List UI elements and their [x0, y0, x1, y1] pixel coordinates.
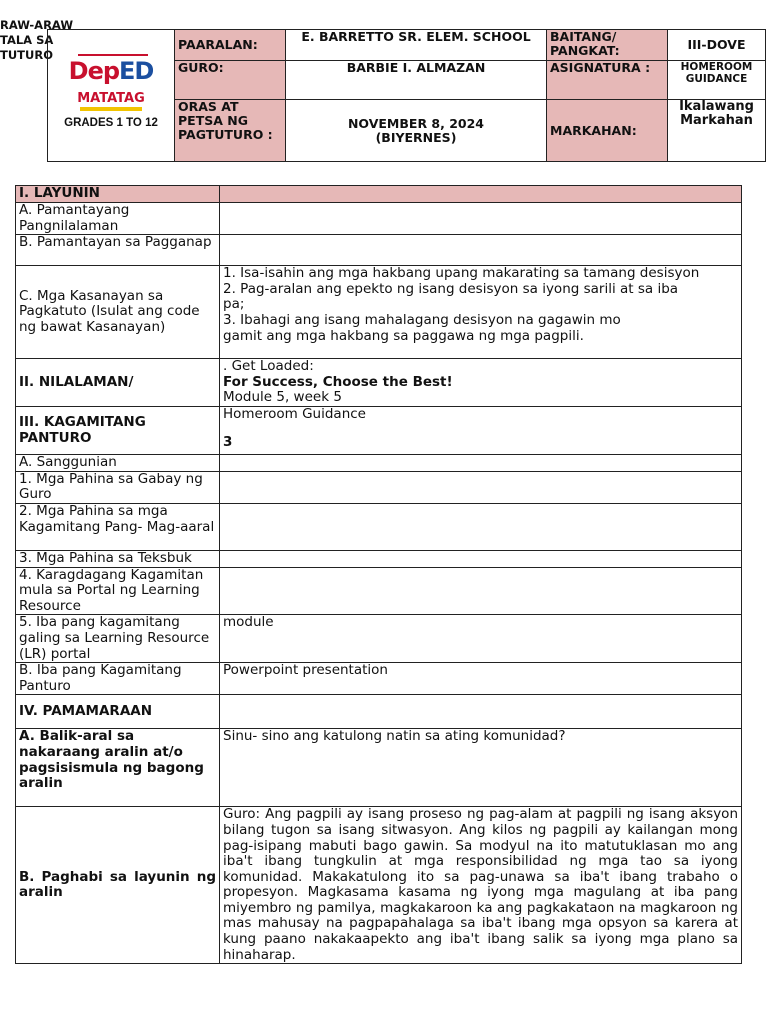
oras-date: NOVEMBER 8, 2024	[347, 115, 485, 131]
paghabi-text: Sa modyul na ito matutuklasan mo ang iba't ibang tungkulin at mga responsibilidad ng mga tao sa iyong komunidad. Makakatulong ito sa pag-unawa sa iba't ibang trabaho o propesyon. Magkasama kasama ng iyong mga magulang at iba pang miyembro ng pamilya, magkakaroon ka ang pagkakataon na magkaroon ng mas mahusay na pagpapahalaga sa iba't ibang mga opsyon sa karera at kung paano nakakaapekto ang iba't ibang salik sa iyong mga plano sa hinaharap.	[223, 837, 739, 963]
markahan-label: MARKAHAN:	[547, 100, 668, 162]
matatag-wordmark: MATATAG	[77, 90, 145, 106]
matatag-tagline-bar	[80, 107, 142, 111]
markahan-value: Ikalawang Markahan	[668, 100, 766, 162]
baitang-label: BAITANG/ PANGKAT:	[547, 30, 668, 61]
nilalaman-line: . Get Loaded:	[223, 358, 314, 375]
nilalaman-line: Module 5, week 5	[223, 389, 342, 406]
iba-lr-value: module	[220, 615, 742, 663]
iba-kagamitan-label: B. Iba pang Kagamitang Panturo	[16, 663, 220, 695]
pamantayang-pangnilalaman-label: A. Pamantayang Pangnilalaman	[16, 203, 220, 235]
corner-title	[0, 18, 74, 63]
oras-label: ORAS AT PETSA NG PAGTUTURO :	[175, 100, 286, 162]
nilalaman-heading: II. NILALAMAN/	[16, 359, 220, 407]
oras-value	[286, 100, 547, 162]
paghabi-text: Guro: Ang pagpili ay isang proseso ng pag-alam at pagpili ng isang aksyon bilang tugon sa isang sitwasyon. Ang kilos ng pagpili ay kailangan mong pag-isipang mabuti bago gawin.	[223, 806, 738, 854]
corner-line: TUTURO	[0, 48, 53, 62]
asignatura-value: HOMEROOM GUIDANCE	[668, 61, 766, 100]
grades-label: GRADES 1 TO 12	[64, 116, 158, 129]
iba-lr-label: 5. Iba pang kagamitang galing sa Learning Resource (LR) portal	[16, 615, 220, 663]
corner-line: RAW-ARAW	[0, 18, 74, 32]
balik-aral-label: A. Balik-aral sa nakaraang aralin at/o pagsisismula ng bagong aralin	[16, 729, 220, 807]
kasanayan-item: 1. Isa-isahin ang mga hakbang upang makarating sa tamang desisyon	[223, 265, 700, 282]
kasanayan-item: 2. Pag-aralan ang epekto ng isang desisyon sa iyong sarili at sa iba pa;	[223, 280, 679, 313]
portal-value	[220, 567, 742, 615]
gabay-guro-value	[220, 471, 742, 503]
kasanayan-value	[220, 266, 742, 359]
kasanayan-label: C. Mga Kasanayan sa Pagkatuto (Isulat ang code ng bawat Kasanayan)	[16, 266, 220, 359]
iba-kagamitan-value: Powerpoint presentation	[220, 663, 742, 695]
teksbuk-label: 3. Mga Pahina sa Teksbuk	[16, 550, 220, 567]
paghabi-label: B. Paghabi sa layunin ng aralin	[16, 807, 220, 964]
balik-aral-value: Sinu- sino ang katulong natin sa ating komunidad?	[220, 729, 742, 807]
layunin-value	[220, 186, 742, 203]
guro-value: BARBIE I. ALMAZAN	[286, 61, 547, 100]
kagamitan-number: 3	[223, 433, 233, 450]
guro-label: GURO:	[175, 61, 286, 100]
nilalaman-title: For Success, Choose the Best!	[223, 373, 453, 390]
corner-line: TALA SA	[0, 33, 54, 47]
paghabi-value	[220, 807, 742, 964]
lesson-plan-table	[15, 185, 742, 964]
sanggunian-label: A. Sanggunian	[16, 455, 220, 472]
pamantayang-pangnilalaman-value	[220, 203, 742, 235]
portal-label: 4. Karagdagang Kagamitan mula sa Portal ng Learning Resource	[16, 567, 220, 615]
sanggunian-value	[220, 455, 742, 472]
asignatura-label: ASIGNATURA :	[547, 61, 668, 100]
deped-wordmark: DepED	[68, 56, 154, 85]
logo-accent-line	[78, 54, 148, 56]
teksbuk-value	[220, 550, 742, 567]
kagamitan-line: Homeroom Guidance	[223, 406, 366, 423]
pamantayan-pagganap-label: B. Pamantayan sa Pagganap	[16, 235, 220, 266]
kasanayan-item: 3. Ibahagi ang isang mahalagang desisyon na gagawin mo gamit ang mga hakbang sa paggawa ng mga pagpili.	[223, 311, 621, 344]
oras-day: (BIYERNES)	[375, 129, 457, 145]
baitang-value: III-DOVE	[668, 30, 766, 61]
pamantayan-pagganap-value	[220, 235, 742, 266]
kagamitan-value	[220, 407, 742, 455]
pamamaraan-value	[220, 695, 742, 729]
paaralan-value: E. BARRETTO SR. ELEM. SCHOOL	[286, 30, 547, 61]
layunin-heading: I. LAYUNIN	[16, 186, 220, 203]
paaralan-label: PAARALAN:	[175, 30, 286, 61]
header-table	[47, 29, 766, 162]
kagamitan-heading: III. KAGAMITANG PANTURO	[16, 407, 220, 455]
nilalaman-value	[220, 359, 742, 407]
deped-logo	[48, 30, 175, 162]
gabay-guro-label: 1. Mga Pahina sa Gabay ng Guro	[16, 471, 220, 503]
pamamaraan-heading: IV. PAMAMARAAN	[16, 695, 220, 729]
kagamitang-mag-aaral-value	[220, 503, 742, 550]
kagamitang-mag-aaral-label: 2. Mga Pahina sa mga Kagamitang Pang- Mag-aaral	[16, 503, 220, 550]
